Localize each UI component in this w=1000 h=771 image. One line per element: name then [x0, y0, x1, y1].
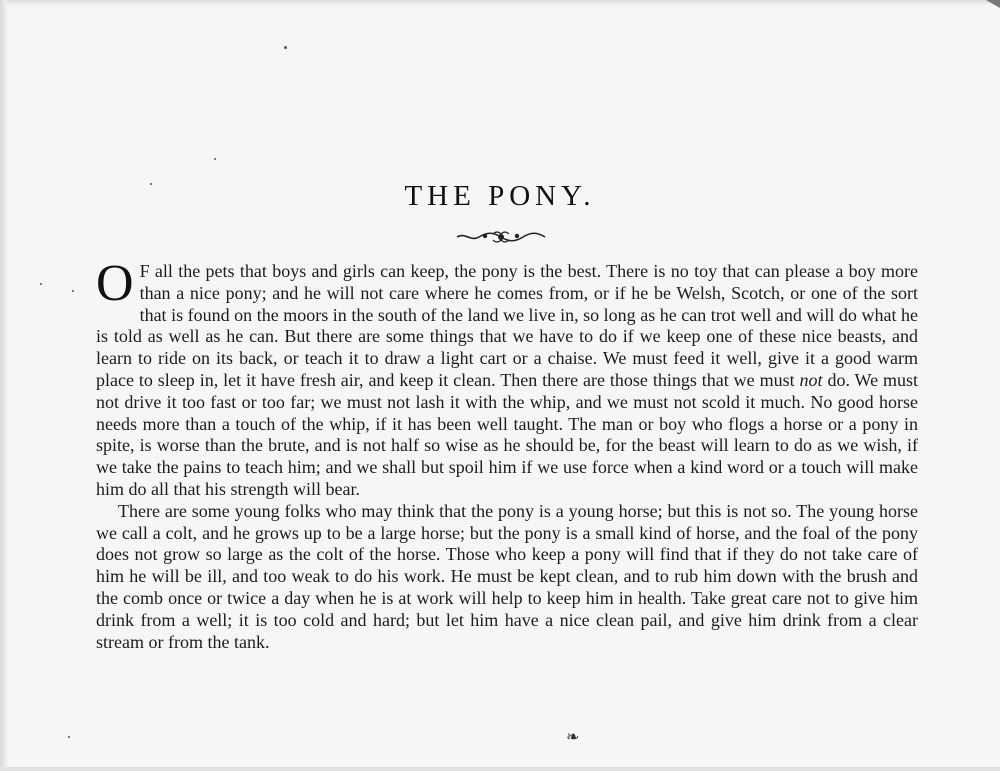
paragraph-1-text-a: F all the pets that boys and girls can keep, the pony is the best. There is no toy that can please a boy more than a nice pony; and he will not care where he comes from, or if he be Welsh, Scotch, or one of the sort that is found on the moors in the south of the land we live in, so long as he can trot well and will do what he is told as well as he can. But there are some things that we have to do if we keep one of these nice beasts, and learn to ride on its back, or teach it to draw a light cart or a chaise. We must feed it well, give it a good warm place to sleep in, let it have fresh air, and keep it clean. Then there are those things that we must [96, 261, 918, 390]
page-bottom-edge [0, 767, 1000, 771]
paper-speck [40, 283, 42, 285]
paper-speck [214, 158, 216, 160]
paper-speck [68, 736, 70, 738]
article-body [96, 255, 918, 653]
paper-speck [72, 290, 74, 292]
floral-ornament-icon [455, 230, 547, 244]
page-title: THE PONY. [404, 180, 596, 212]
emphasis-word: not [799, 369, 823, 390]
paper-speck [284, 46, 287, 49]
paragraph-1-text-b: do. We must not drive it too fast or too far; we must not lash it with the whip, and we must not scold it much. No good horse needs more than a touch of the whip, if it has been well taught. The man or boy who flogs a horse or a pony in spite, is worse than the brute, and is not half so wise as he should be, for the beast will learn to do as we wish, if we take the pains to teach him; and we shall but spoil him if we use force when a kind word or a touch will make him do all that his strength will bear. [96, 369, 918, 499]
fleuron-icon: ❧ [566, 729, 580, 746]
page-top-edge [0, 0, 1000, 6]
page-left-edge [0, 0, 7, 771]
drop-cap: O [96, 255, 134, 312]
paragraph-2: There are some young folks who may think that the pony is a young horse; but this is not so. The young horse we call a colt, and he grows up to be a large horse; but the pony is a small kind of horse, and the foal of the pony does not grow so large as the colt of the horse. Those who keep a pony will find that if they do not take care of him he will be ill, and too weak to do his work. He must be kept clean, and to rub him down with the brush and the comb once or twice a day when he is at work will help to keep him in health. Take great care not to give him drink from a well; it is too cold and hard; but let him have a nice clean pail, and give him drink from a clear stream or from the tank. [96, 500, 918, 652]
paragraph-1 [96, 255, 918, 501]
